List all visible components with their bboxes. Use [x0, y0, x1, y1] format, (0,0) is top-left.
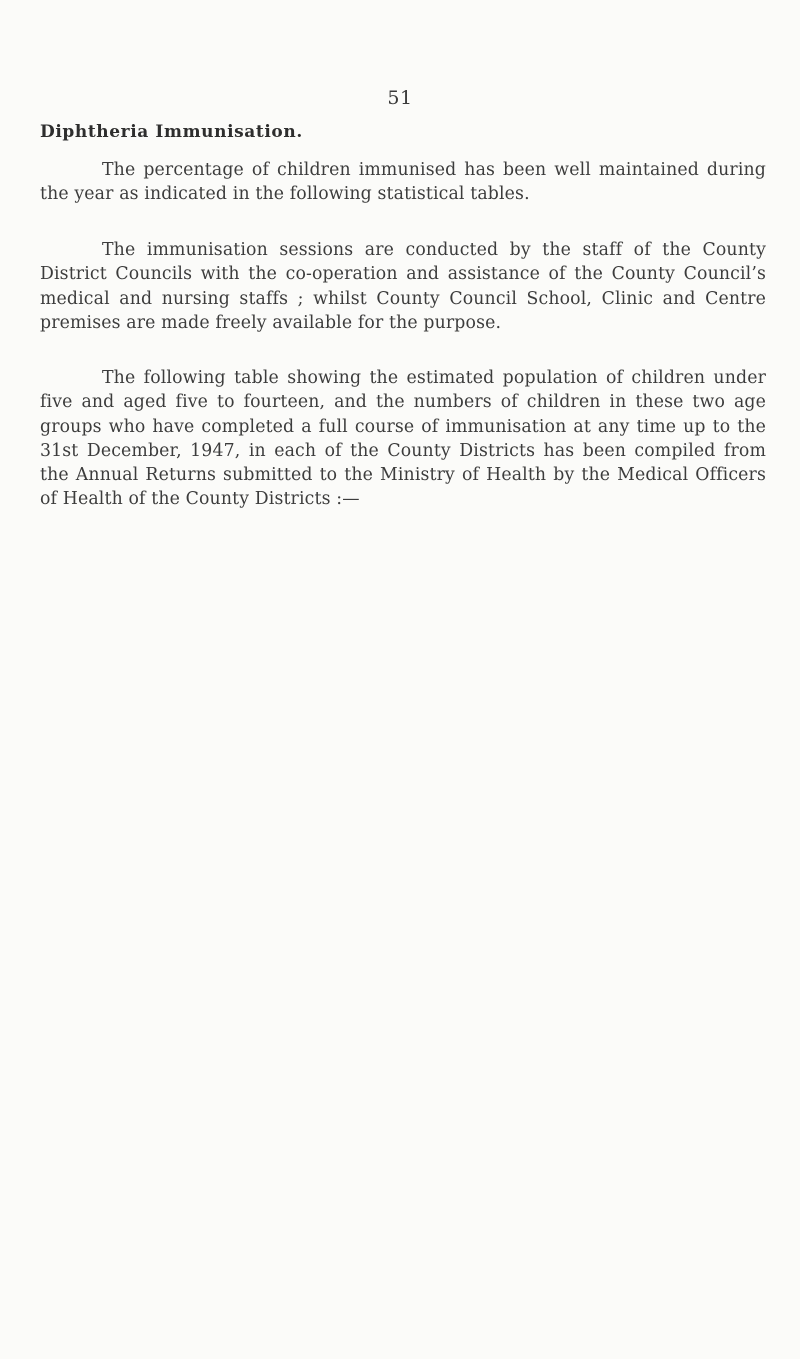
- paragraph-table-introduction: The following table showing the estimated population of children under five and aged five to fourteen, and the numbers of children in these two age groups who have completed a full course of immunisation at any time up to the 31st December, 1947, in each of the County Districts has been compiled from the Annual Returns submitted to the Ministry of Health by the Medical Officers of Health of the County Districts :—: [40, 368, 766, 510]
- page-number: 51: [387, 87, 413, 109]
- paragraph-immunisation-percentage: The percentage of children immunised has been well maintained during the year as indicated in the following statistical tables.: [40, 160, 766, 205]
- section-heading: Diphtheria Immunisation.: [40, 122, 303, 142]
- paragraph-immunisation-sessions: The immunisation sessions are conducted by the staff of the County District Councils with the co-operation and assistance of the County Council’s medical and nursing staffs ; whilst County Council School, Clinic and Centre premises are made freely available for the purpose.: [40, 240, 766, 333]
